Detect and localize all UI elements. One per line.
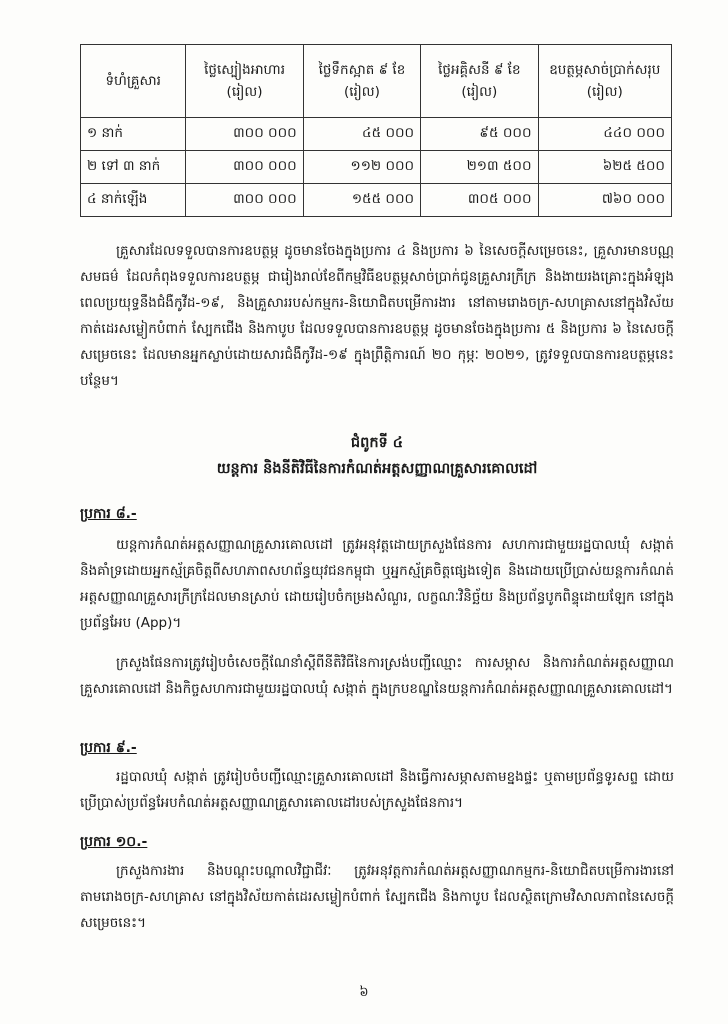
- article-8-paragraph-1: យន្តការកំណត់អត្តសញ្ញាណគ្រួសារគោលដៅ ត្រូវអនុវត្តដោយក្រសួងផែនការ សហការជាមួយរដ្ឋបាលឃុំ សង្កាត់ និងគាំទ្រដោយអ្នកស្ម័គ្រចិត្តពីសហភាពសហព័ន្ធយុវជនកម្ពុជា ឬអ្នកស្ម័គ្រចិត្តផ្សេងទៀត និងដោយប្រើប្រាស់យន្តការកំណត់អត្តសញ្ញាណគ្រួសារក្រីក្រដែលមានស្រាប់ ដោយរៀបចំកម្រងសំណួរ, លក្ខណៈវិនិច្ឆ័យ និងប្រព័ន្ធបូកពិន្ទុដោយឡែក នៅក្នុងប្រព័ន្ធអែប (App)។: [80, 537, 674, 631]
- table-row: [81, 184, 672, 217]
- cell-total: ៦២៥ ៥០០: [538, 151, 671, 184]
- page-number: ៦: [359, 985, 369, 1000]
- cell-family-size: ២ ទៅ ៣ នាក់: [81, 151, 186, 184]
- cell-water: ៤៥ ០០០: [303, 118, 420, 151]
- column-header-electricity-cost: ថ្លៃអគ្គិសនី ៩ ខែ (រៀល): [421, 45, 538, 118]
- cell-total: ៤៤០ ០០០: [538, 118, 671, 151]
- paragraph-additional-support: គ្រួសារដែលទទួលបានការឧបត្ថម្ភ ដូចមានចែងក្នុងប្រការ ៤ និងប្រការ ៦ នៃសេចក្តីសម្រេចនេះ, គ្រួសារមានបណ្ណសមធម៌ ដែលកំពុងទទួលការឧបត្ថម្ភ ជារៀងរាល់ខែពីកម្មវិធីឧបត្ថម្ភសាច់ប្រាក់ជូនគ្រួសារក្រីក្រ និងងាយរងគ្រោះក្នុងអំឡុងពេលប្រយុទ្ធនឹងជំងឺកូវីដ-១៩, និងគ្រួសាររបស់កម្មករ-និយោជិតបម្រើការងារ នៅតាមរោងចក្រ-សហគ្រាសនៅក្នុងវិស័យកាត់ដេរសម្លៀកបំពាក់ ស្បែកជើង និងកាបូប ដែលទទួលបានការឧបត្ថម្ភ ដូចមានចែងក្នុងប្រការ ៥ និងប្រការ ៦ នៃសេចក្តីសម្រេចនេះ ដែលមានអ្នកស្លាប់ដោយសារជំងឺកូវីដ-១៩ ក្នុងព្រឹត្តិការណ៍ ២០ កុម្ភៈ ២០២១, ត្រូវទទួលបានការឧបត្ថម្ភនេះបន្ថែម។: [80, 243, 674, 389]
- column-header-water-cost: ថ្លៃទឹកស្អាត ៩ ខែ (រៀល): [303, 45, 420, 118]
- cell-family-size: ១ នាក់: [81, 118, 186, 151]
- article-9-heading: ប្រការ ៩.-: [80, 740, 137, 756]
- article-8-paragraph-2: ក្រសួងផែនការត្រូវរៀបចំសេចក្តីណែនាំស្តីពីនីតិវិធីនៃការស្រង់បញ្ជីឈ្មោះ ការសម្ភាស និងការកំណត់អត្តសញ្ញាណគ្រួសារគោលដៅ និងកិច្ចសហការជាមួយរដ្ឋបាលឃុំ សង្កាត់ ក្នុងក្របខណ្ឌនៃយន្តការកំណត់អត្តសញ្ញាណគ្រួសារគោលដៅ។: [80, 655, 674, 697]
- cell-water: ១១២ ០០០: [303, 151, 420, 184]
- column-header-total-cash: ឧបត្ថម្ភសាច់ប្រាក់សរុប (រៀល): [538, 45, 671, 118]
- cell-electricity: ៣០៥ ០០០: [421, 184, 538, 217]
- article-10-heading: ប្រការ ១០.-: [80, 834, 148, 850]
- article-10-paragraph-1: ក្រសួងការងារ និងបណ្តុះបណ្តាលវិជ្ជាជីវៈ ត្រូវអនុវត្តការកំណត់អត្តសញ្ញាណកម្មករ-និយោជិតបម្រើការងារនៅតាមរោងចក្រ-សហគ្រាស នៅក្នុងវិស័យកាត់ដេរសម្លៀកបំពាក់ ស្បែកជើង និងកាបូប ដែលស្ថិតក្រោមវិសាលភាពនៃសេចក្តីសម្រេចនេះ។: [80, 863, 674, 931]
- article-9-paragraph-1: រដ្ឋបាលឃុំ សង្កាត់ ត្រូវរៀបចំបញ្ជីឈ្មោះគ្រួសារគោលដៅ និងធ្វើការសម្ភាសតាមខ្នងផ្ទះ ឬតាមប្រព័ន្ធទូរសព្ទ ដោយប្រើប្រាស់ប្រព័ន្ធអែបកំណត់អត្តសញ្ញាណគ្រួសារគោលដៅរបស់ក្រសួងផែនការ។: [80, 769, 674, 811]
- cell-food: ៣០០ ០០០: [186, 151, 303, 184]
- cell-water: ១៥៥ ០០០: [303, 184, 420, 217]
- cell-food: ៣០០ ០០០: [186, 184, 303, 217]
- allowance-table: [80, 44, 672, 217]
- cell-food: ៣០០ ០០០: [186, 118, 303, 151]
- chapter-number: ជំពូកទី ៤: [350, 435, 404, 451]
- article-8-heading: ប្រការ ៨.-: [80, 506, 137, 522]
- table-row: [81, 151, 672, 184]
- chapter-title: យន្តការ និងនីតិវិធីនៃការកំណត់អត្តសញ្ញាណគ្រួសារគោលដៅ: [216, 461, 538, 477]
- cell-electricity: ៩៥ ០០០: [421, 118, 538, 151]
- cell-family-size: ៤ នាក់ឡើង: [81, 184, 186, 217]
- table-row: [81, 118, 672, 151]
- column-header-family-size: ទំហំគ្រួសារ: [81, 45, 186, 118]
- column-header-food-cost: ថ្លៃស្បៀងអាហារ (រៀល): [186, 45, 303, 118]
- table-header-row: [81, 45, 672, 118]
- cell-total: ៧៦០ ០០០: [538, 184, 671, 217]
- cell-electricity: ២១៣ ៥០០: [421, 151, 538, 184]
